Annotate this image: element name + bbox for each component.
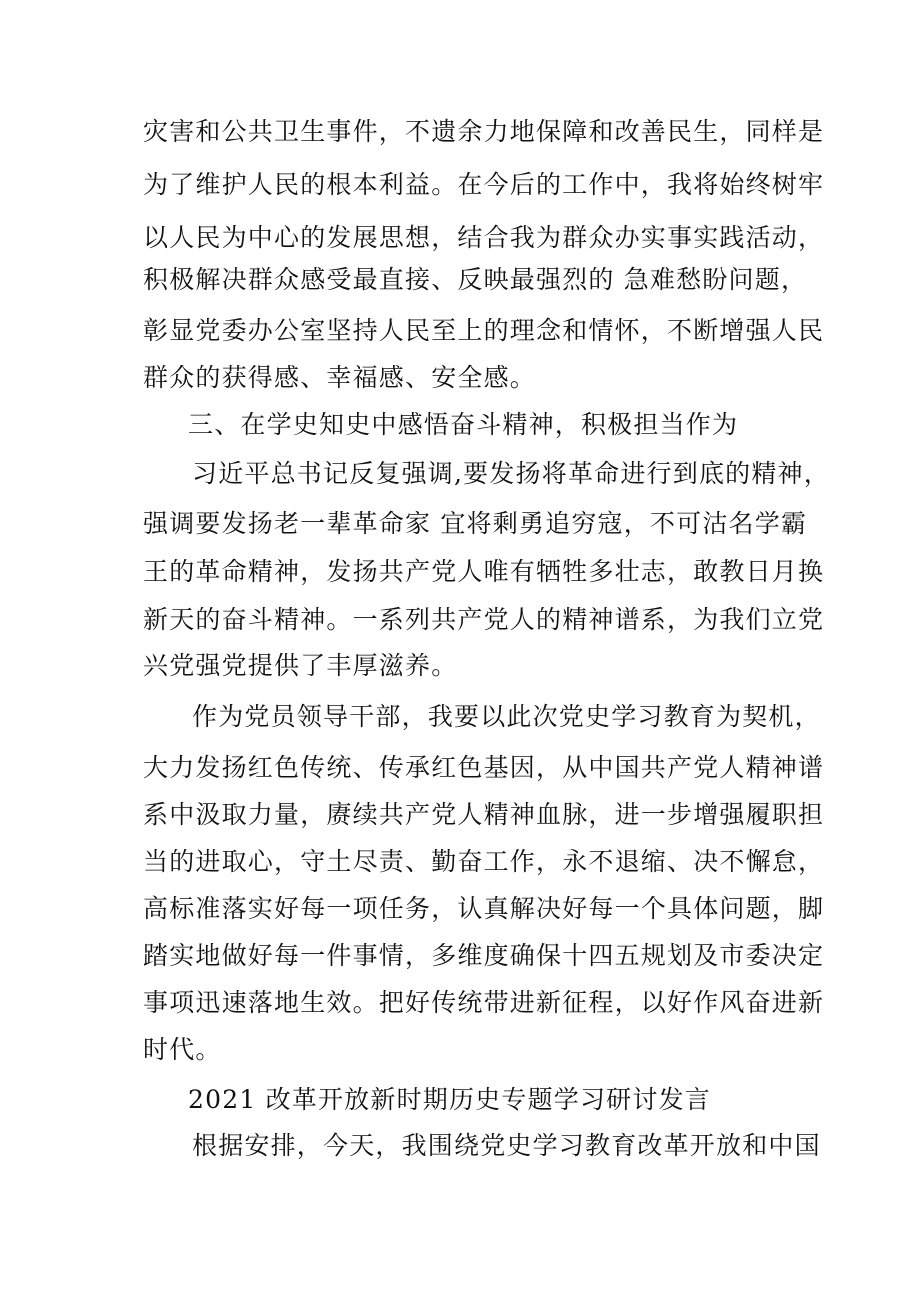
- text-line: 系中汲取力量，赓续共产党人精神血脉，进一步增强履职担: [143, 800, 825, 829]
- text-line: 彰显党委办公室坚持人民至上的理念和情怀，不断增强人民: [143, 316, 825, 345]
- text-line: 大力发扬红色传统、传承红色基因，从中国共产党人精神谱: [143, 753, 825, 782]
- text-line: 高标准落实好每一项任务，认真解决好每一个具体问题，脚: [143, 894, 825, 923]
- text-line: 以人民为中心的发展思想，结合我为群众办实事实践活动，: [143, 223, 825, 252]
- section-heading: 2021 改革开放新时期历史专题学习研讨发言: [188, 1085, 711, 1114]
- text-line: 时代。: [143, 1035, 222, 1064]
- text-line: 踏实地做好每一件事情，多维度确保十四五规划及市委决定: [143, 941, 825, 970]
- section-heading: 三、在学史知史中感悟奋斗精神，积极担当作为: [188, 410, 739, 439]
- text-line: 根据安排，今天，我围绕党史学习教育改革开放和中国: [192, 1131, 821, 1160]
- text-line: 王的革命精神，发扬共产党人唯有牺牲多壮志，敢教日月换: [143, 557, 825, 586]
- text-line: 强调要发扬老一辈革命家 宜将剩勇追穷寇，不可沽名学霸: [143, 509, 808, 538]
- text-line: 新天的奋斗精神。一系列共产党人的精神谱系，为我们立党: [143, 605, 825, 634]
- text-line: 积极解决群众感受最直接、反映最强烈的 急难愁盼问题，: [143, 265, 808, 294]
- text-line: 兴党强党提供了丰厚滋养。: [143, 651, 458, 680]
- text-line: 为了维护人民的根本利益。在今后的工作中，我将始终树牢: [143, 170, 825, 199]
- text-line: 作为党员领导干部，我要以此次党史学习教育为契机，: [192, 702, 821, 731]
- text-line: 事项迅速落地生效。把好传统带进新征程，以好作风奋进新: [143, 988, 825, 1017]
- text-line: 习近平总书记反复强调,要发扬将革命进行到底的精神，: [192, 459, 830, 488]
- text-line: 群众的获得感、幸福感、安全感。: [143, 363, 537, 392]
- text-line: 灾害和公共卫生事件，不遗余力地保障和改善民生，同样是: [143, 117, 825, 146]
- text-line: 当的进取心，守土尽责、勤奋工作，永不退缩、决不懈怠，: [143, 847, 825, 876]
